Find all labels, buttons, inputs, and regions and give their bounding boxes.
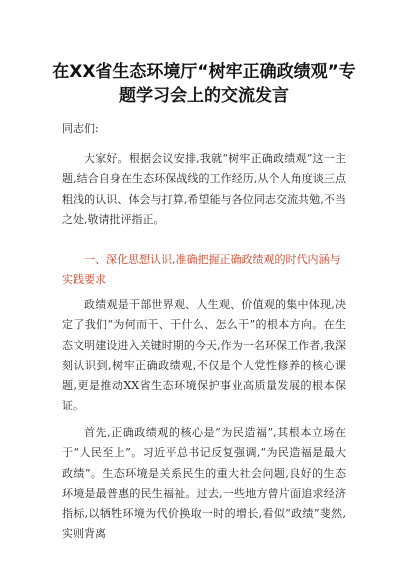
- section-heading-1: 一、深化思想认识,准确把握正确政绩观的时代内涵与实践要求: [62, 253, 341, 286]
- title-line-2: 题学习会上的交流发言: [119, 86, 289, 106]
- paragraph-body-2: 首先,正确政绩观的核心是“为民造福”,其根本立场在于“人民至上”。习近平总书记反复强调,“为民造福是最大政绩”。生态环境是关系民生的重大社会问题,良好的生态环境是最普惠的民生福祉。过去,一些地方曾片面追求经济指标,以牺牲环境为代价换取一时的增长,看似“政绩”斐然,实则背离: [62, 426, 346, 541]
- title-line-1: 在XX省生态环境厅“树牢正确政绩观”专: [52, 62, 356, 82]
- salutation: 同志们:: [62, 122, 99, 135]
- document-title: [48, 60, 360, 108]
- paragraph-body-1: 政绩观是干部世界观、人生观、价值观的集中体现,决定了我们“为何而干、干什么、怎么干”的根本方向。在生态文明建设进入关键时期的今天,作为一名环保工作者,我深刻认识到,树牢正确政绩观,不仅是个人党性修养的核心课题,更是推动XX省生态环境保护事业高质量发展的根本保证。: [62, 298, 346, 413]
- paragraph-opening: 大家好。根据会议安排,我就“树牢正确政绩观”这一主题,结合自身在生态环保战线的工作经历,从个人角度谈三点粗浅的认识、体会与打算,希望能与各位同志交流共勉,不当之处,敬请批评指正。: [62, 152, 346, 226]
